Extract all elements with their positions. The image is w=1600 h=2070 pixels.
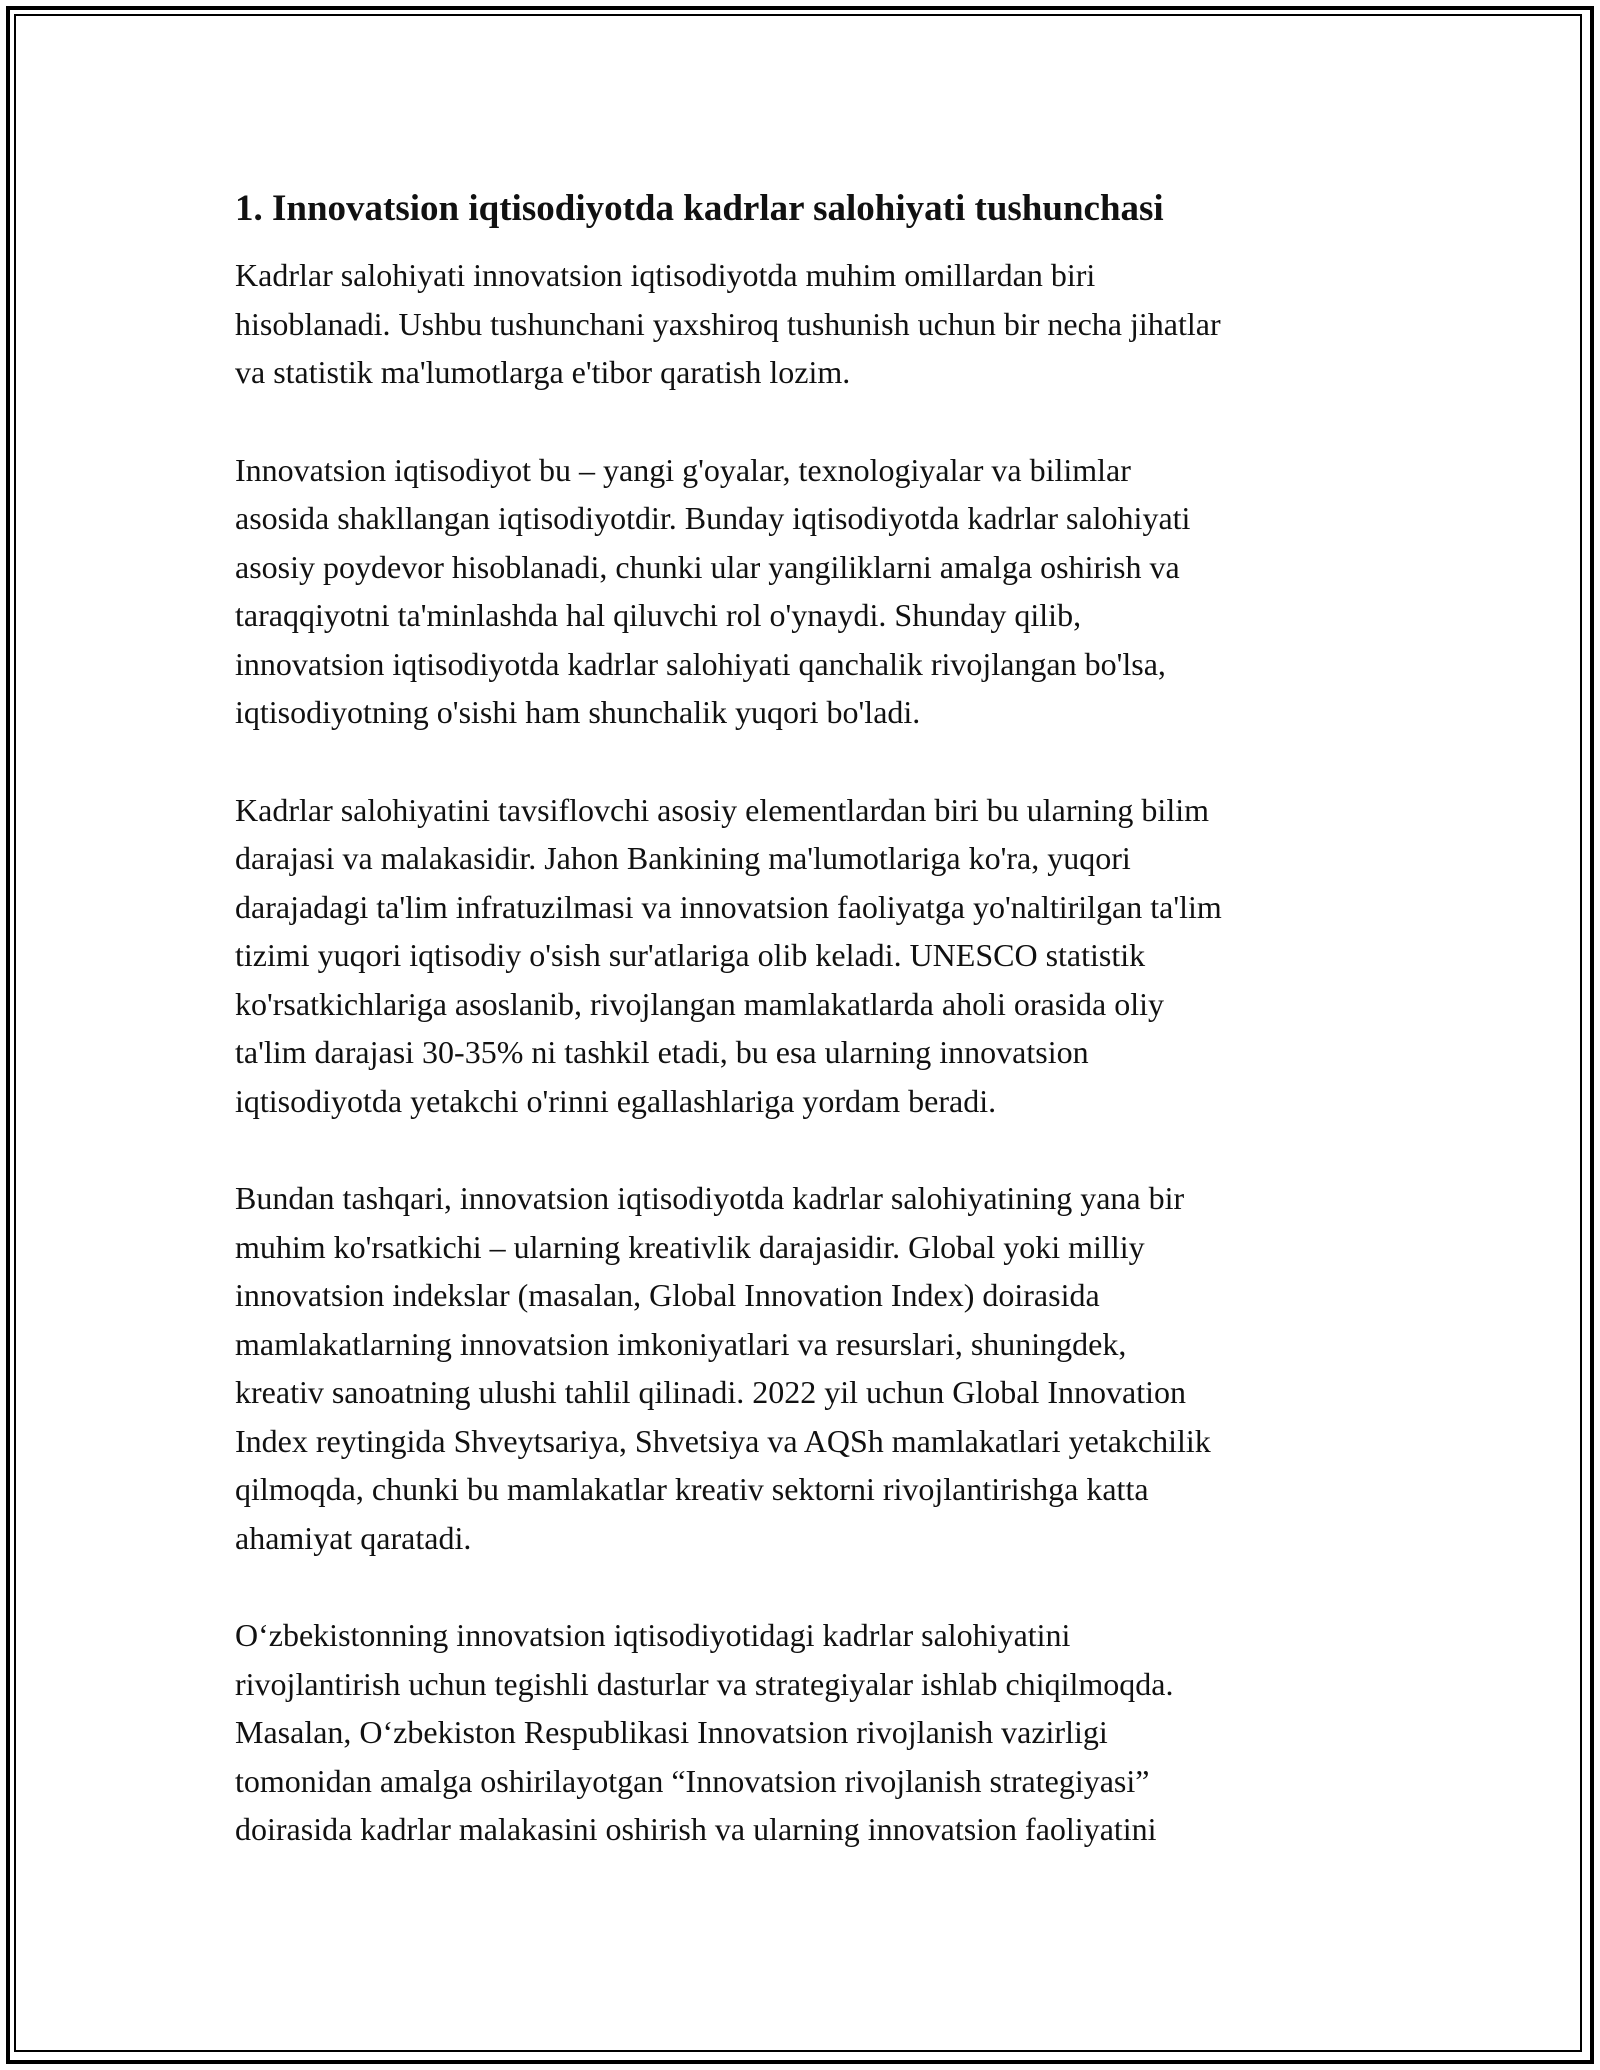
text-line: muhim ko'rsatkichi – ularning kreativlik darajasidir. Global yoki milliy	[235, 1228, 1145, 1265]
text-line: O‘zbekistonning innovatsion iqtisodiyotidagi kadrlar salohiyatini	[235, 1617, 1071, 1653]
section-heading: 1. Innovatsion iqtisodiyotda kadrlar salohiyati tushunchasi	[235, 188, 1164, 229]
paragraph-3	[235, 786, 1395, 1126]
paragraph-4	[235, 1174, 1395, 1562]
text-line: ko'rsatkichlariga asoslanib, rivojlangan mamlakatlarda aholi orasida oliy	[235, 985, 1165, 1022]
text-line: Index reytingida Shveytsariya, Shvetsiya va AQSh mamlakatlari yetakchilik	[235, 1422, 1211, 1459]
text-line: Masalan, O‘zbekiston Respublikasi Innovatsion rivojlanish vazirligi	[235, 1714, 1108, 1750]
text-line: rivojlantirish uchun tegishli dasturlar va strategiyalar ishlab chiqilmoqda.	[235, 1665, 1174, 1702]
text-line: taraqqiyotni ta'minlashda hal qiluvchi rol o'ynaydi. Shunday qilib,	[235, 597, 1082, 633]
text-line: Innovatsion iqtisodiyot bu – yangi g'oyalar, texnologiyalar va bilimlar	[235, 451, 1131, 488]
text-line: Kadrlar salohiyatini tavsiflovchi asosiy elementlardan biri bu ularning bilim	[235, 791, 1209, 828]
text-line: iqtisodiyotda yetakchi o'rinni egallashlariga yordam beradi.	[235, 1082, 997, 1119]
text-line: ta'lim darajasi 30-35% ni tashkil etadi, bu esa ularning innovatsion	[235, 1034, 1089, 1070]
paragraph-5	[235, 1611, 1395, 1854]
text-line: mamlakatlarning innovatsion imkoniyatlari va resurslari, shuningdek,	[235, 1325, 1127, 1362]
text-line: darajadagi ta'lim infratuzilmasi va innovatsion faoliyatga yo'naltirilgan ta'lim	[235, 888, 1222, 925]
text-line: Bundan tashqari, innovatsion iqtisodiyotda kadrlar salohiyatining yana bir	[235, 1180, 1185, 1216]
text-line: asosida shakllangan iqtisodiyotdir. Bunday iqtisodiyotda kadrlar salohiyati	[235, 500, 1191, 536]
text-line: tizimi yuqori iqtisodiy o'sish sur'atlariga olib keladi. UNESCO statistik	[235, 937, 1146, 973]
document-body	[235, 185, 1395, 1903]
text-line: darajasi va malakasidir. Jahon Bankining ma'lumotlariga ko'ra, yuqori	[235, 840, 1131, 876]
paragraph-1	[235, 251, 1395, 397]
text-line: innovatsion iqtisodiyotda kadrlar salohiyati qanchalik rivojlangan bo'lsa,	[235, 645, 1166, 682]
text-line: ahamiyat qaratadi.	[235, 1519, 472, 1556]
text-line: iqtisodiyotning o'sishi ham shunchalik yuqori bo'ladi.	[235, 694, 921, 730]
text-line: asosiy poydevor hisoblanadi, chunki ular yangiliklarni amalga oshirish va	[235, 548, 1180, 585]
paragraph-2	[235, 446, 1395, 737]
text-line: doirasida kadrlar malakasini oshirish va ularning innovatsion faoliyatini	[235, 1811, 1157, 1847]
text-line: innovatsion indekslar (masalan, Global Innovation Index) doirasida	[235, 1277, 1100, 1313]
text-line: hisoblanadi. Ushbu tushunchani yaxshiroq tushunish uchun bir necha jihatlar	[235, 305, 1221, 342]
text-line: Kadrlar salohiyati innovatsion iqtisodiyotda muhim omillardan biri	[235, 257, 1096, 293]
text-line: kreativ sanoatning ulushi tahlil qilinadi. 2022 yil uchun Global Innovation	[235, 1374, 1186, 1410]
text-line: qilmoqda, chunki bu mamlakatlar kreativ sektorni rivojlantirishga katta	[235, 1471, 1149, 1507]
text-line: va statistik ma'lumotlarga e'tibor qaratish lozim.	[235, 354, 851, 390]
text-line: tomonidan amalga oshirilayotgan “Innovatsion rivojlanish strategiyasi”	[235, 1762, 1150, 1799]
